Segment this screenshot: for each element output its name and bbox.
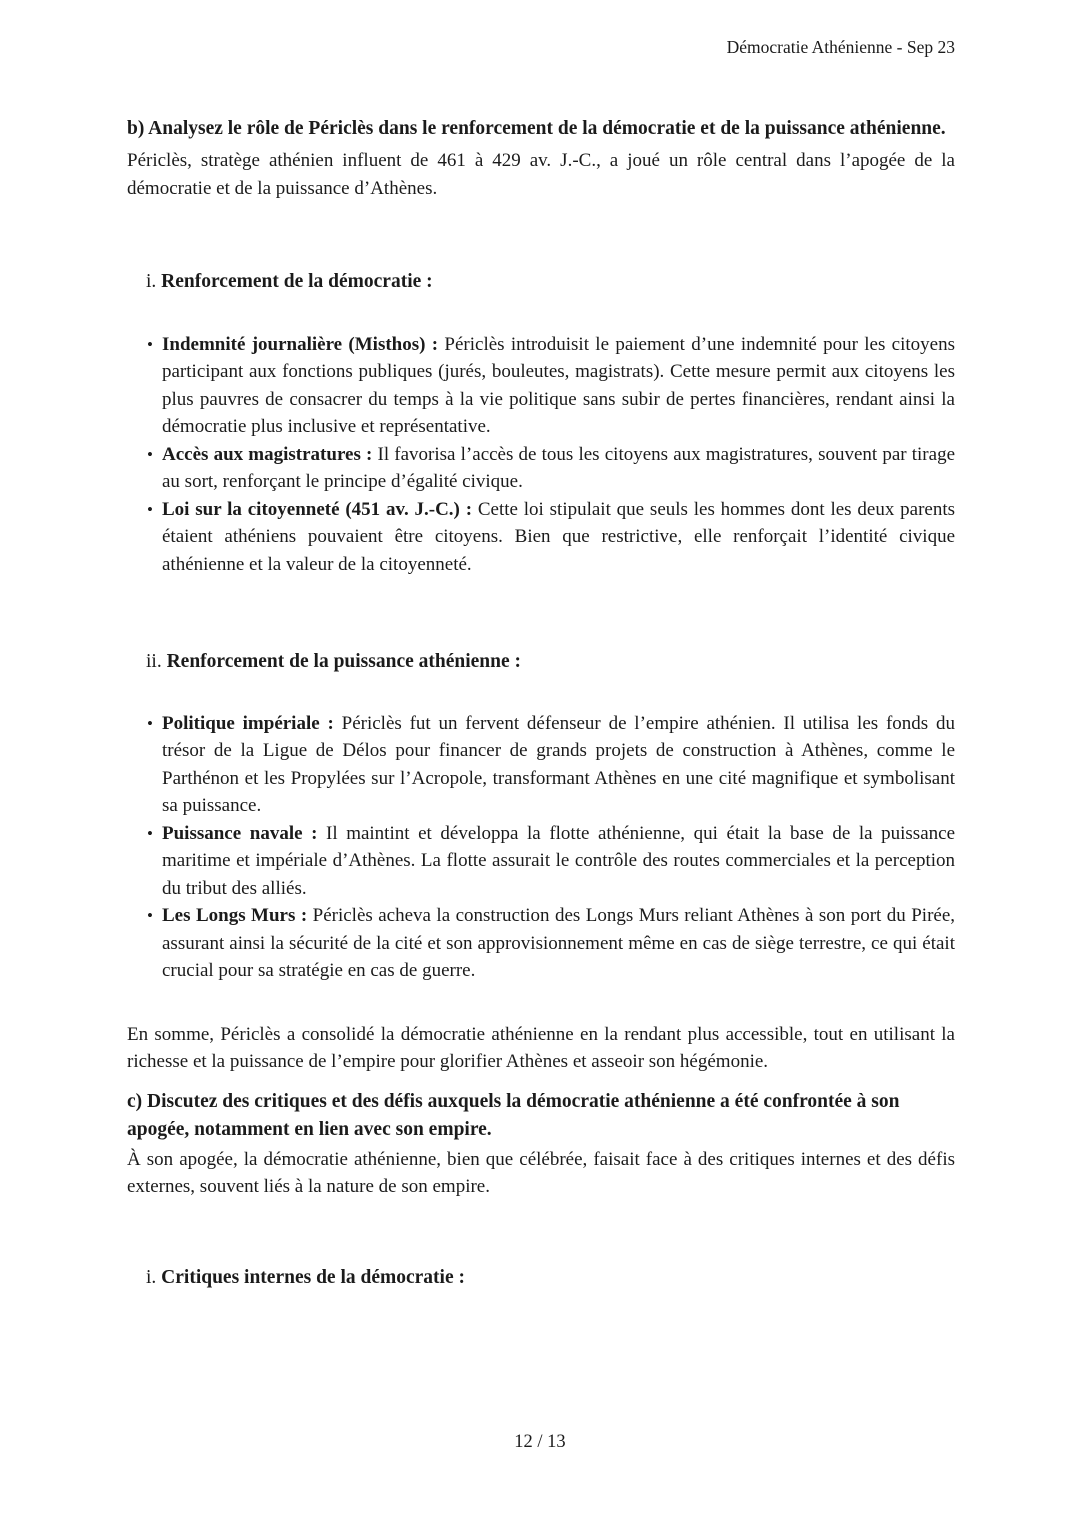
subsection-heading [127, 1264, 955, 1292]
list-item [147, 710, 955, 820]
subsection-number: ii. [146, 651, 162, 672]
bullet-icon: • [147, 906, 153, 925]
page-content [127, 36, 955, 1291]
bullet-list [127, 331, 955, 579]
subsection-title: Renforcement de la démocratie : [161, 271, 433, 292]
list-item [147, 820, 956, 903]
list-item [147, 331, 955, 441]
list-item-text: Il maintint et développa la flotte athénienne, qui était la base de la puissance maritime et impériale d’Athènes. La flotte assurait le contrôle des routes commerciales et la perception du tribut des alliés. [162, 822, 956, 899]
document-blocks [127, 115, 955, 1291]
subsection-heading [127, 268, 955, 296]
page-number: 12 / 13 [514, 1432, 566, 1452]
section-heading: c) Discutez des critiques et des défis auxquels la démocratie athénienne a été confrontée à son apogée, notamment en lien avec son empire. [127, 1090, 900, 1140]
list-item-text: Il favorisa l’accès de tous les citoyens aux magistratures, souvent par tirage au sort, renforçant le principe d’égalité civique. [162, 443, 956, 492]
list-item-lead: Indemnité journalière (Misthos) : [162, 333, 439, 355]
bullet-icon: • [147, 444, 153, 464]
list-item-text: Périclès fut un fervent défenseur de l’empire athénien. Il utilisa les fonds du trésor de la Ligue de Délos pour financer de grands projets de construction à Athènes, comme le Parthénon et les Propylées sur l’Acropole, transformant Athènes en une cité magnifique et symbolisant sa puissance. [162, 712, 955, 816]
subsection-heading [127, 648, 955, 676]
paragraph: Périclès, stratège athénien influent de 461 à 429 av. J.-C., a joué un rôle central dans l’apogée de la démocratie et de la puissance d’Athènes. [127, 150, 955, 199]
subsection-number: i. [146, 1266, 157, 1288]
subsection-title: Critiques internes de la démocratie : [161, 1266, 465, 1288]
paragraph: À son apogée, la démocratie athénienne, bien que célébrée, faisait face à des critiques internes et des défis externes, souvent liés à la nature de son empire. [127, 1148, 955, 1197]
paragraph: En somme, Périclès a consolidé la démocratie athénienne en la rendant plus accessible, tout en utilisant la richesse et la puissance de l’empire pour glorifier Athènes et asseoir son hégémonie. [127, 1023, 955, 1072]
list-item-text: Cette loi stipulait que seuls les hommes dont les deux parents étaient athéniens pouvaient être citoyens. Bien que restrictive, elle renforçait l’identité civique athénienne et la valeur de la citoyenneté. [162, 498, 956, 575]
subsection-number: i. [146, 271, 157, 292]
bullet-icon: • [147, 823, 153, 843]
subsection-title: Renforcement de la puissance athénienne : [166, 651, 522, 672]
list-item [147, 902, 956, 985]
bullet-icon: • [147, 334, 153, 354]
list-item [147, 496, 956, 579]
list-item-text: Périclès acheva la construction des Longs Murs reliant Athènes à son port du Pirée, assurant ainsi la sécurité de la cité et son approvisionnement même en cas de siège terrestre, ce qui était crucial pour sa stratégie en cas de guerre. [162, 905, 956, 981]
list-item-lead: Loi sur la citoyenneté (451 av. J.-C.) : [162, 498, 473, 520]
list-item [147, 441, 956, 496]
document-header: Démocratie Athénienne - Sep 23 [726, 37, 955, 57]
bullet-icon: • [147, 713, 153, 733]
list-item-lead: Les Longs Murs : [162, 905, 308, 926]
bullet-icon: • [147, 499, 153, 519]
list-item-lead: Puissance navale : [162, 822, 318, 844]
list-item-text: Périclès introduisit le paiement d’une indemnité pour les citoyens participant aux fonctions publiques (jurés, bouleutes, magistrats). Cette mesure permit aux citoyens les plus pauvres de consacrer du temps à la vie politique sans subir de pertes financières, rendant ainsi la démocratie plus inclusive et représentative. [162, 333, 955, 437]
bullet-list [127, 710, 955, 985]
list-item-lead: Accès aux magistratures : [162, 443, 373, 465]
section-heading: b) Analysez le rôle de Périclès dans le renforcement de la démocratie et de la puissance athénienne. [127, 118, 946, 139]
list-item-lead: Politique impériale : [162, 712, 334, 734]
